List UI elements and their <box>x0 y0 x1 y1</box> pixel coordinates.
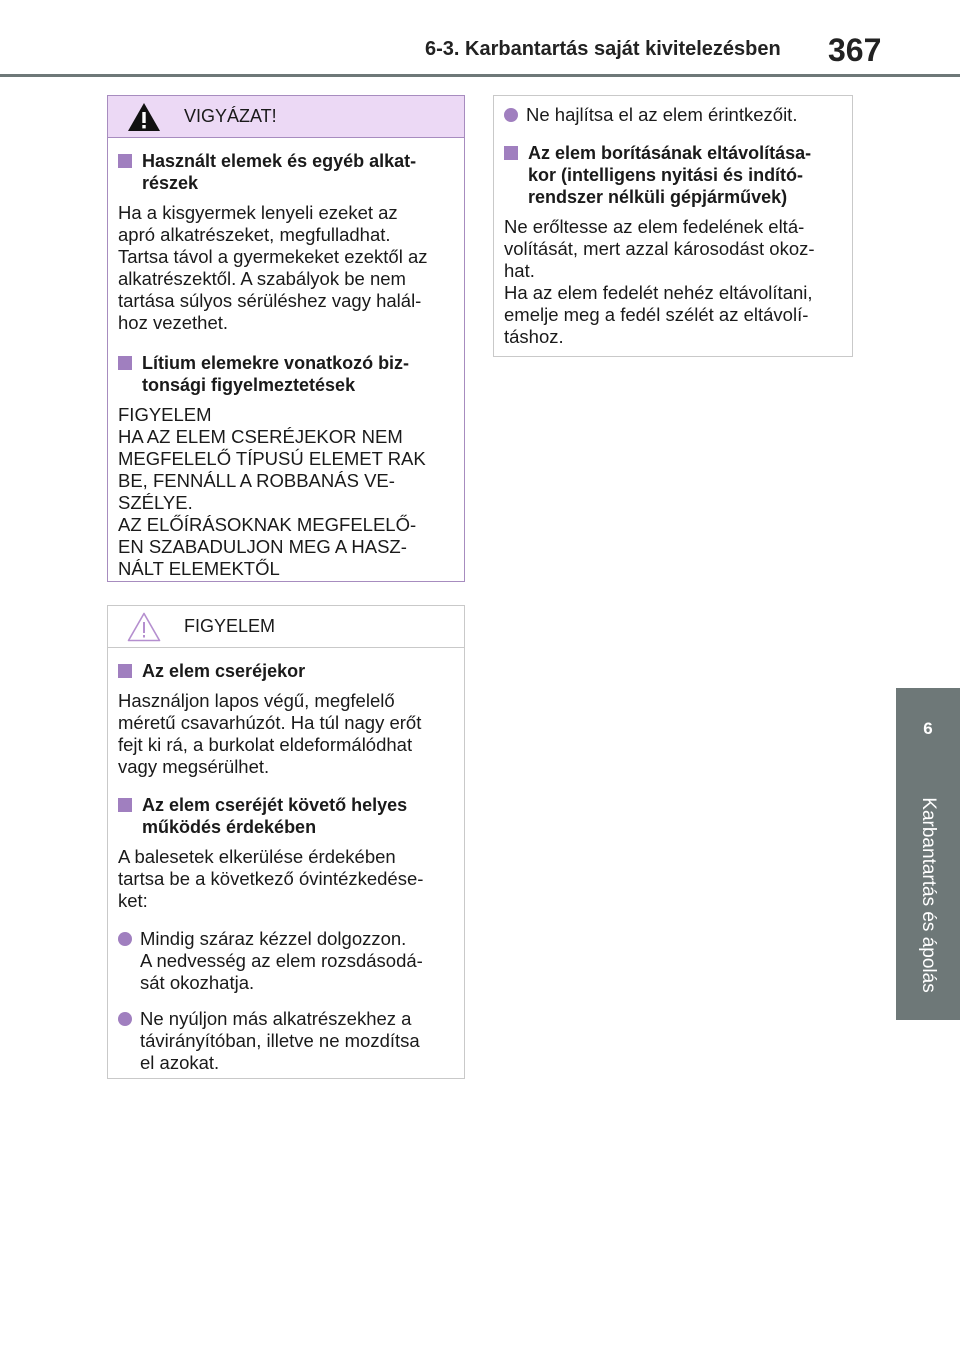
notice-heading-2: Az elem cseréjét követő helyes működés érdekében <box>118 794 452 838</box>
notice-box-header <box>108 606 464 648</box>
warning-triangle-icon <box>126 101 162 133</box>
continued-heading: Az elem borításának eltávolítása- kor (intelligens nyitási és indító- rendszer nélküli gépjárművek) <box>504 142 840 208</box>
caution-triangle-outline-icon <box>126 611 162 643</box>
notice-box-title: FIGYELEM <box>184 616 276 636</box>
header-divider <box>0 74 960 77</box>
notice-box <box>107 605 465 1079</box>
square-bullet-icon <box>118 356 132 370</box>
warning-heading-2: Lítium elemekre vonatkozó biz- tonsági figyelmeztetések <box>118 352 452 396</box>
notice-bullet-1: Mindig száraz kézzel dolgozzon. A nedvesség az elem rozsdásodá- sát okozhatja. <box>118 928 452 994</box>
square-bullet-icon <box>118 154 132 168</box>
continued-bullet: Ne hajlítsa el az elem érintkezőit. <box>504 104 840 126</box>
notice-text-1: Használjon lapos végű, megfelelő méretű csavarhúzót. Ha túl nagy erőt fejt ki rá, a burkolat eldeformálódhat vagy megsérülhet. <box>118 690 422 777</box>
warning-heading-1: Használt elemek és egyéb alkat- részek <box>118 150 452 194</box>
warning-box-header <box>108 96 464 138</box>
square-bullet-icon <box>118 798 132 812</box>
notice-heading-1: Az elem cseréjekor <box>118 660 452 682</box>
chapter-tab-label <box>896 770 960 1020</box>
continued-box <box>493 95 853 357</box>
page-number: 367 <box>828 32 882 68</box>
chapter-tab-number: 6 <box>896 688 960 770</box>
square-bullet-icon <box>118 664 132 678</box>
chapter-title: Karbantartás és ápolás <box>918 797 939 993</box>
round-bullet-icon <box>118 1012 132 1026</box>
warning-text-2: FIGYELEM HA AZ ELEM CSERÉJEKOR NEM MEGFELELŐ TÍPUSÚ ELEMET RAK BE, FENNÁLL A ROBBANÁS VE- SZÉLYE. AZ ELŐÍRÁSOKNAK MEGFELELŐ- EN SZABADULJON MEG A HASZ- NÁLT ELEMEKTŐL <box>118 404 426 579</box>
notice-bullet-2: Ne nyúljon más alkatrészekhez a távirányítóban, illetve ne mozdítsa el azokat. <box>118 1008 452 1074</box>
warning-text-1: Ha a kisgyermek lenyeli ezeket az apró alkatrészeket, megfulladhat. Tartsa távol a gyermekeket ezektől az alkatrészektől. A szabályok be nem tartása súlyos sérüléshez vagy halál- hoz vezethet. <box>118 202 428 333</box>
warning-box-title: VIGYÁZAT! <box>184 106 277 126</box>
section-title: 6-3. Karbantartás saját kivitelezésben <box>425 38 781 60</box>
square-bullet-icon <box>504 146 518 160</box>
warning-box <box>107 95 465 582</box>
round-bullet-icon <box>118 932 132 946</box>
continued-text: Ne erőltesse az elem fedelének eltá- volítását, mert azzal károsodást okoz- hat. Ha az elem fedelét nehéz eltávolítani, emelje meg a fedél szélét az eltávolí- táshoz. <box>504 216 815 347</box>
round-bullet-icon <box>504 108 518 122</box>
notice-text-2: A balesetek elkerülése érdekében tartsa be a következő óvintézkedése- ket: <box>118 846 424 911</box>
